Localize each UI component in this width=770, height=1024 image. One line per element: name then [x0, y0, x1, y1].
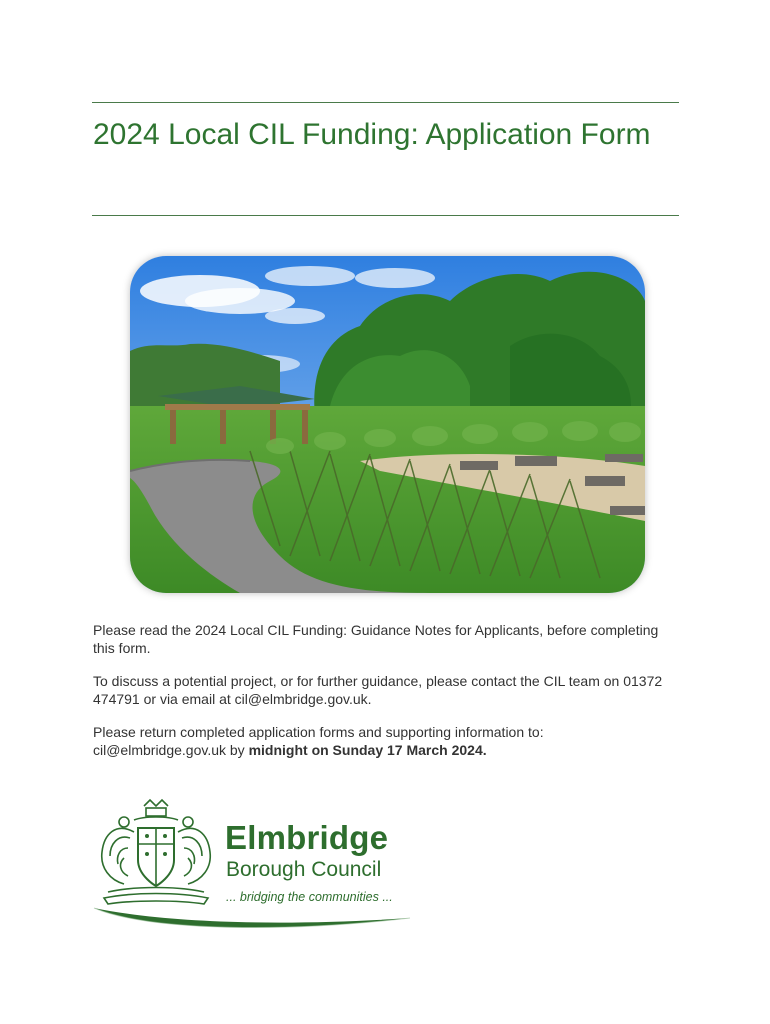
council-tagline: ... bridging the communities ...	[226, 890, 393, 904]
guidance-paragraph: Please read the 2024 Local CIL Funding: Guidance Notes for Applicants, before completing this form.	[93, 622, 659, 656]
council-subtitle: Borough Council	[226, 858, 382, 881]
logo-swoosh	[92, 902, 412, 936]
document-title: 2024 Local CIL Funding: Application Form	[93, 118, 651, 151]
deadline-text: midnight on Sunday 17 March 2024.	[248, 741, 487, 758]
title-top-rule	[92, 102, 679, 103]
return-instructions: Please return completed application forms and supporting information to: cil@elmbridge.gov.uk by	[93, 724, 544, 758]
community-garden-photo	[130, 256, 645, 593]
council-logo	[92, 798, 422, 938]
intro-text	[93, 622, 673, 775]
coat-of-arms-icon	[94, 798, 218, 908]
contact-paragraph: To discuss a potential project, or for further guidance, please contact the CIL team on 01372 474791 or via email at cil@elmbridge.gov.uk.	[93, 673, 663, 707]
return-paragraph	[93, 724, 673, 759]
title-bottom-rule	[92, 215, 679, 216]
council-name: Elmbridge	[225, 819, 389, 856]
